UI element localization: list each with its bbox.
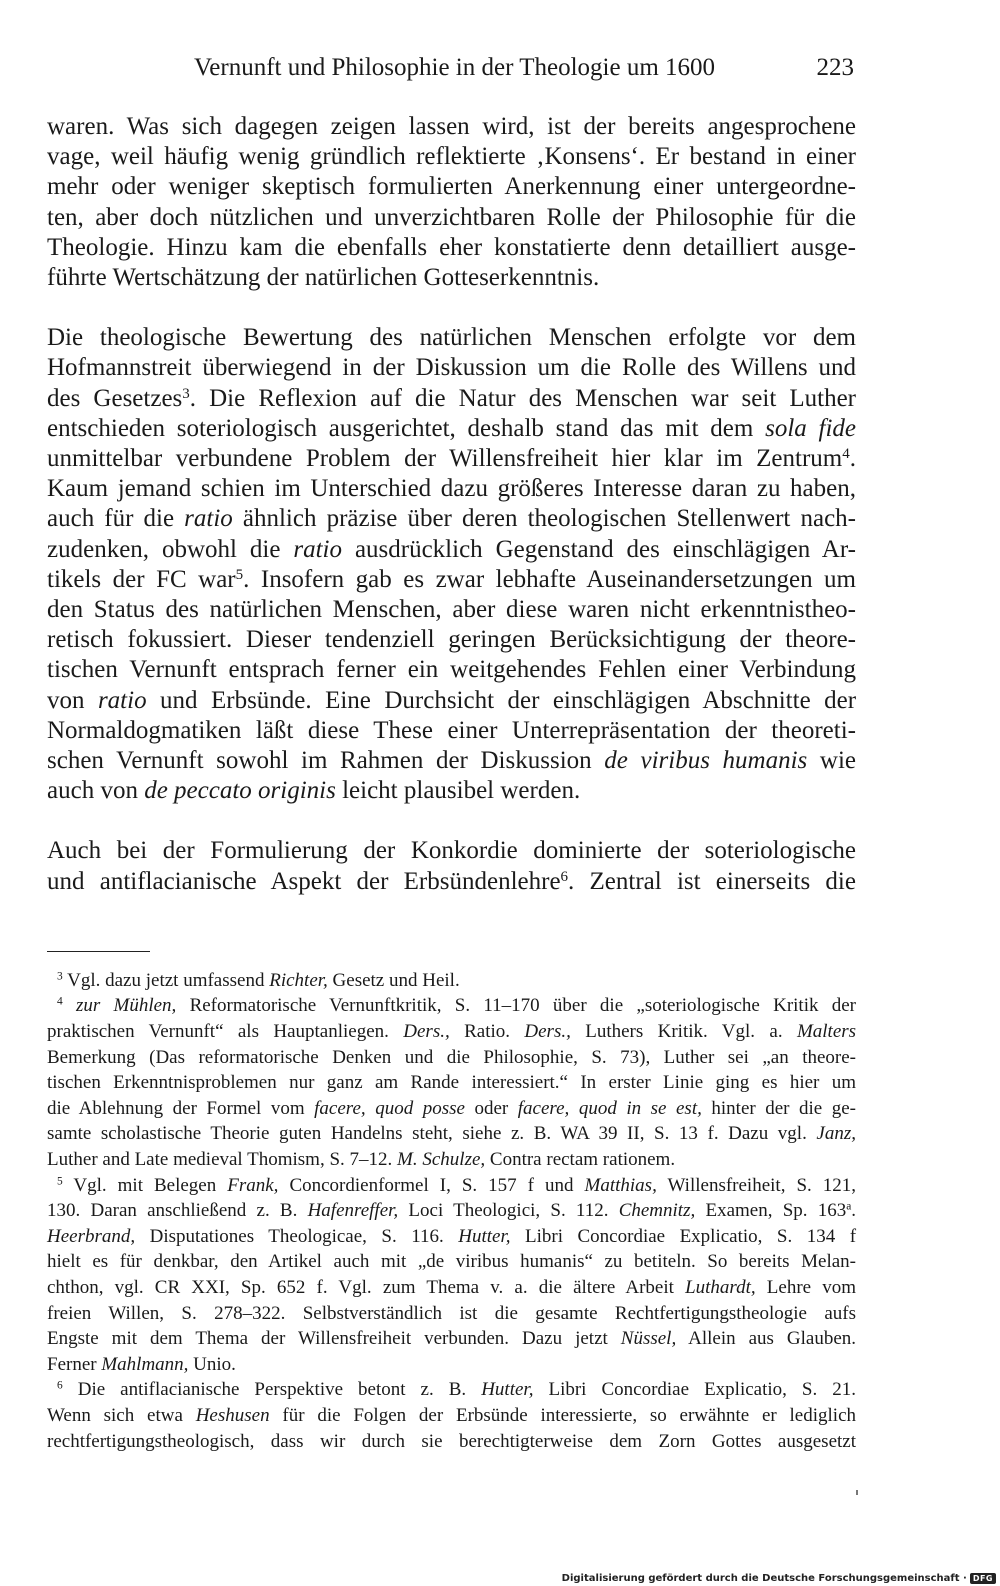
text-line: des Gesetzes$^3$. Die Reflexion auf die Natur des Menschen war seit Luther xyxy=(47,384,857,412)
footnote-5 xyxy=(47,1173,856,1378)
text-line: von ratio und Erbsünde. Eine Durchsicht der einschlägigen Abschnitte der xyxy=(47,686,857,714)
footnote-separator xyxy=(47,951,150,952)
digitization-note: Digitalisierung gefördert durch die Deutsche Forschungsgemeinschaft · xyxy=(561,1573,967,1584)
footnote-line: hielt es für denkbar, den Artikel auch mit „de viribus humanis“ zu betiteln. So bereits Melan- xyxy=(47,1251,856,1273)
text-line: tikels der FC war$^5$. Insofern gab es zwar lebhafte Auseinandersetzungen um xyxy=(47,565,857,593)
footnote-line: rechtfertigungstheologisch, dass wir durch sie berechtigterweise dem Zorn Gottes ausgesetzt xyxy=(47,1430,856,1452)
page-header xyxy=(47,48,856,88)
footnote-line: Wenn sich etwa Heshusen für die Folgen der Erbsünde interessierte, so erwähnte er lediglich xyxy=(47,1404,856,1426)
footnote-ref-3[interactable]: 3 xyxy=(182,385,190,402)
text-line: Hofmannstreit überwiegend in der Diskussion um die Rolle des Willens und xyxy=(47,354,856,382)
text-line: und antiflacianische Aspekt der Erbsündenlehre$^6$. Zentral ist einerseits die xyxy=(47,867,856,895)
footnote-line: Luther and Late medieval Thomism, S. 7–12. M. Schulze, Contra rectam rationem. xyxy=(47,1149,676,1171)
footnote-ref-4[interactable]: 4 xyxy=(842,445,850,462)
footnote-line: tischen Erkenntnisproblemen nur ganz am Rande interessiert.“ In erster Linie ging es hier um xyxy=(47,1072,856,1094)
footnote-4 xyxy=(47,993,856,1172)
scan-speck xyxy=(856,1490,858,1495)
text-line: entschieden soteriologisch ausgerichtet, deshalb stand das mit dem sola fide xyxy=(47,414,856,442)
text-line: unmittelbar verbundene Problem der Willensfreiheit hier klar im Zentrum$^4$. xyxy=(47,445,856,473)
text-line: schen Vernunft sowohl im Rahmen der Diskussion de viribus humanis wie xyxy=(47,747,857,775)
paragraph-3 xyxy=(47,836,856,896)
digitization-footer xyxy=(562,1573,996,1584)
text-line: zudenken, obwohl die ratio ausdrücklich Gegenstand des einschlägigen Ar- xyxy=(47,535,857,563)
text-line: Kaum jemand schien im Unterschied dazu größeres Interesse daran zu haben, xyxy=(47,475,856,503)
footnote-line: Bemerkung (Das reformatorische Denken und die Philosophie, S. 73), Luther sei „an theore- xyxy=(47,1046,856,1068)
footnote-line: Engste mit dem Thema der Willensfreiheit verbunden. Dazu jetzt Nüssel, Allein aus Glauben. xyxy=(47,1328,857,1350)
footnote-line: samte scholastische Theorie guten Handelns steht, siehe z. B. WA 39 II, S. 13 f. Dazu vgl. Janz, xyxy=(47,1123,856,1145)
footnotes xyxy=(47,968,856,1454)
text-line: auch für die ratio ähnlich präzise über deren theologischen Stellenwert nach- xyxy=(47,505,856,533)
text-line: vage, weil häufig wenig gründlich reflektierte ‚Konsens‘. Er bestand in einer xyxy=(47,143,856,171)
running-title: Vernunft und Philosophie in der Theologie um 1600 xyxy=(194,54,716,81)
footnote-line: chthon, vgl. CR XXI, Sp. 652 f. Vgl. zum Thema v. a. die ältere Arbeit Luthardt, Lehre vom xyxy=(47,1277,857,1298)
footnote-6 xyxy=(47,1377,856,1454)
footnote-line: $^5$ Vgl. mit Belegen Frank, Concordienformel I, S. 157 f und Matthias, Willensfreiheit, S. 121, xyxy=(57,1174,857,1196)
text-line: führte Wertschätzung der natürlichen Gotteserkenntnis. xyxy=(47,264,600,292)
text-line: Theologie. Hinzu kam die ebenfalls eher konstatierte denn detailliert ausge- xyxy=(47,233,856,261)
text-line: retisch fokussiert. Dieser tendenziell geringen Berücksichtigung der theore- xyxy=(47,626,856,654)
footnote-line: Ferner Mahlmann, Unio. xyxy=(47,1353,236,1375)
text-line: ten, aber doch nützlichen und unverzichtbaren Rolle der Philosophie für die xyxy=(47,203,856,231)
text-line: Auch bei der Formulierung der Konkordie dominierte der soteriologische xyxy=(47,837,856,865)
footnote-ref-6[interactable]: 6 xyxy=(560,868,569,885)
text-line: auch von de peccato originis leicht plausibel werden. xyxy=(47,777,581,805)
paragraph-1 xyxy=(47,112,856,293)
footnote-line: die Ablehnung der Formel vom facere, quod posse oder facere, quod in se est, hinter der die ge- xyxy=(47,1097,857,1119)
text-line: den Status des natürlichen Menschen, aber diese waren nicht erkenntnistheo- xyxy=(47,596,856,624)
footnote-line: 130. Daran anschließend z. B. Hafenreffer, Loci Theologici, S. 112. Chemnitz, Examen, Sp. 163$^a$. xyxy=(47,1200,857,1222)
footnote-line: praktischen Vernunft“ als Hauptanliegen. Ders., Ratio. Ders., Luthers Kritik. Vgl. a. Malters xyxy=(47,1021,857,1043)
footnote-line: $^4$ zur Mühlen, Reformatorische Vernunftkritik, S. 11–170 über die „soteriologische Kritik der xyxy=(57,995,857,1017)
text-line: mehr oder weniger skeptisch formulierten Anerkennung einer untergeordne- xyxy=(47,173,856,201)
footnote-ref-5[interactable]: 5 xyxy=(235,566,244,583)
dfg-logo: DFG xyxy=(970,1573,996,1584)
text-line: waren. Was sich dagegen zeigen lassen wird, ist der bereits angesprochene xyxy=(47,113,856,140)
footnote-line: freien Willen, S. 278–322. Selbstverständlich ist die gesamte Rechtfertigungstheologie aufs xyxy=(47,1302,856,1324)
book-page xyxy=(47,48,856,1454)
text-line: Die theologische Bewertung des natürlichen Menschen erfolgte vor dem xyxy=(47,324,856,352)
footnote-line: Heerbrand, Disputationes Theologicae, S. 116. Hutter, Libri Concordiae Explicatio, S. 134 f xyxy=(47,1225,857,1247)
text-line: Normaldogmatiken läßt diese These einer Unterrepräsentation der theoreti- xyxy=(47,716,856,744)
main-text xyxy=(47,112,856,897)
paragraph-2 xyxy=(47,323,856,806)
page-number: 223 xyxy=(816,54,854,81)
footnote-3 xyxy=(47,968,856,994)
footnote-line: $^6$ Die antiflacianische Perspektive betont z. B. Hutter, Libri Concordiae Explicatio, S. 21. xyxy=(57,1379,856,1401)
footnote-line: $^3$ Vgl. dazu jetzt umfassend Richter, Gesetz und Heil. xyxy=(57,969,460,991)
text-line: tischen Vernunft entsprach ferner ein weitgehendes Fehlen einer Verbindung xyxy=(47,656,856,684)
